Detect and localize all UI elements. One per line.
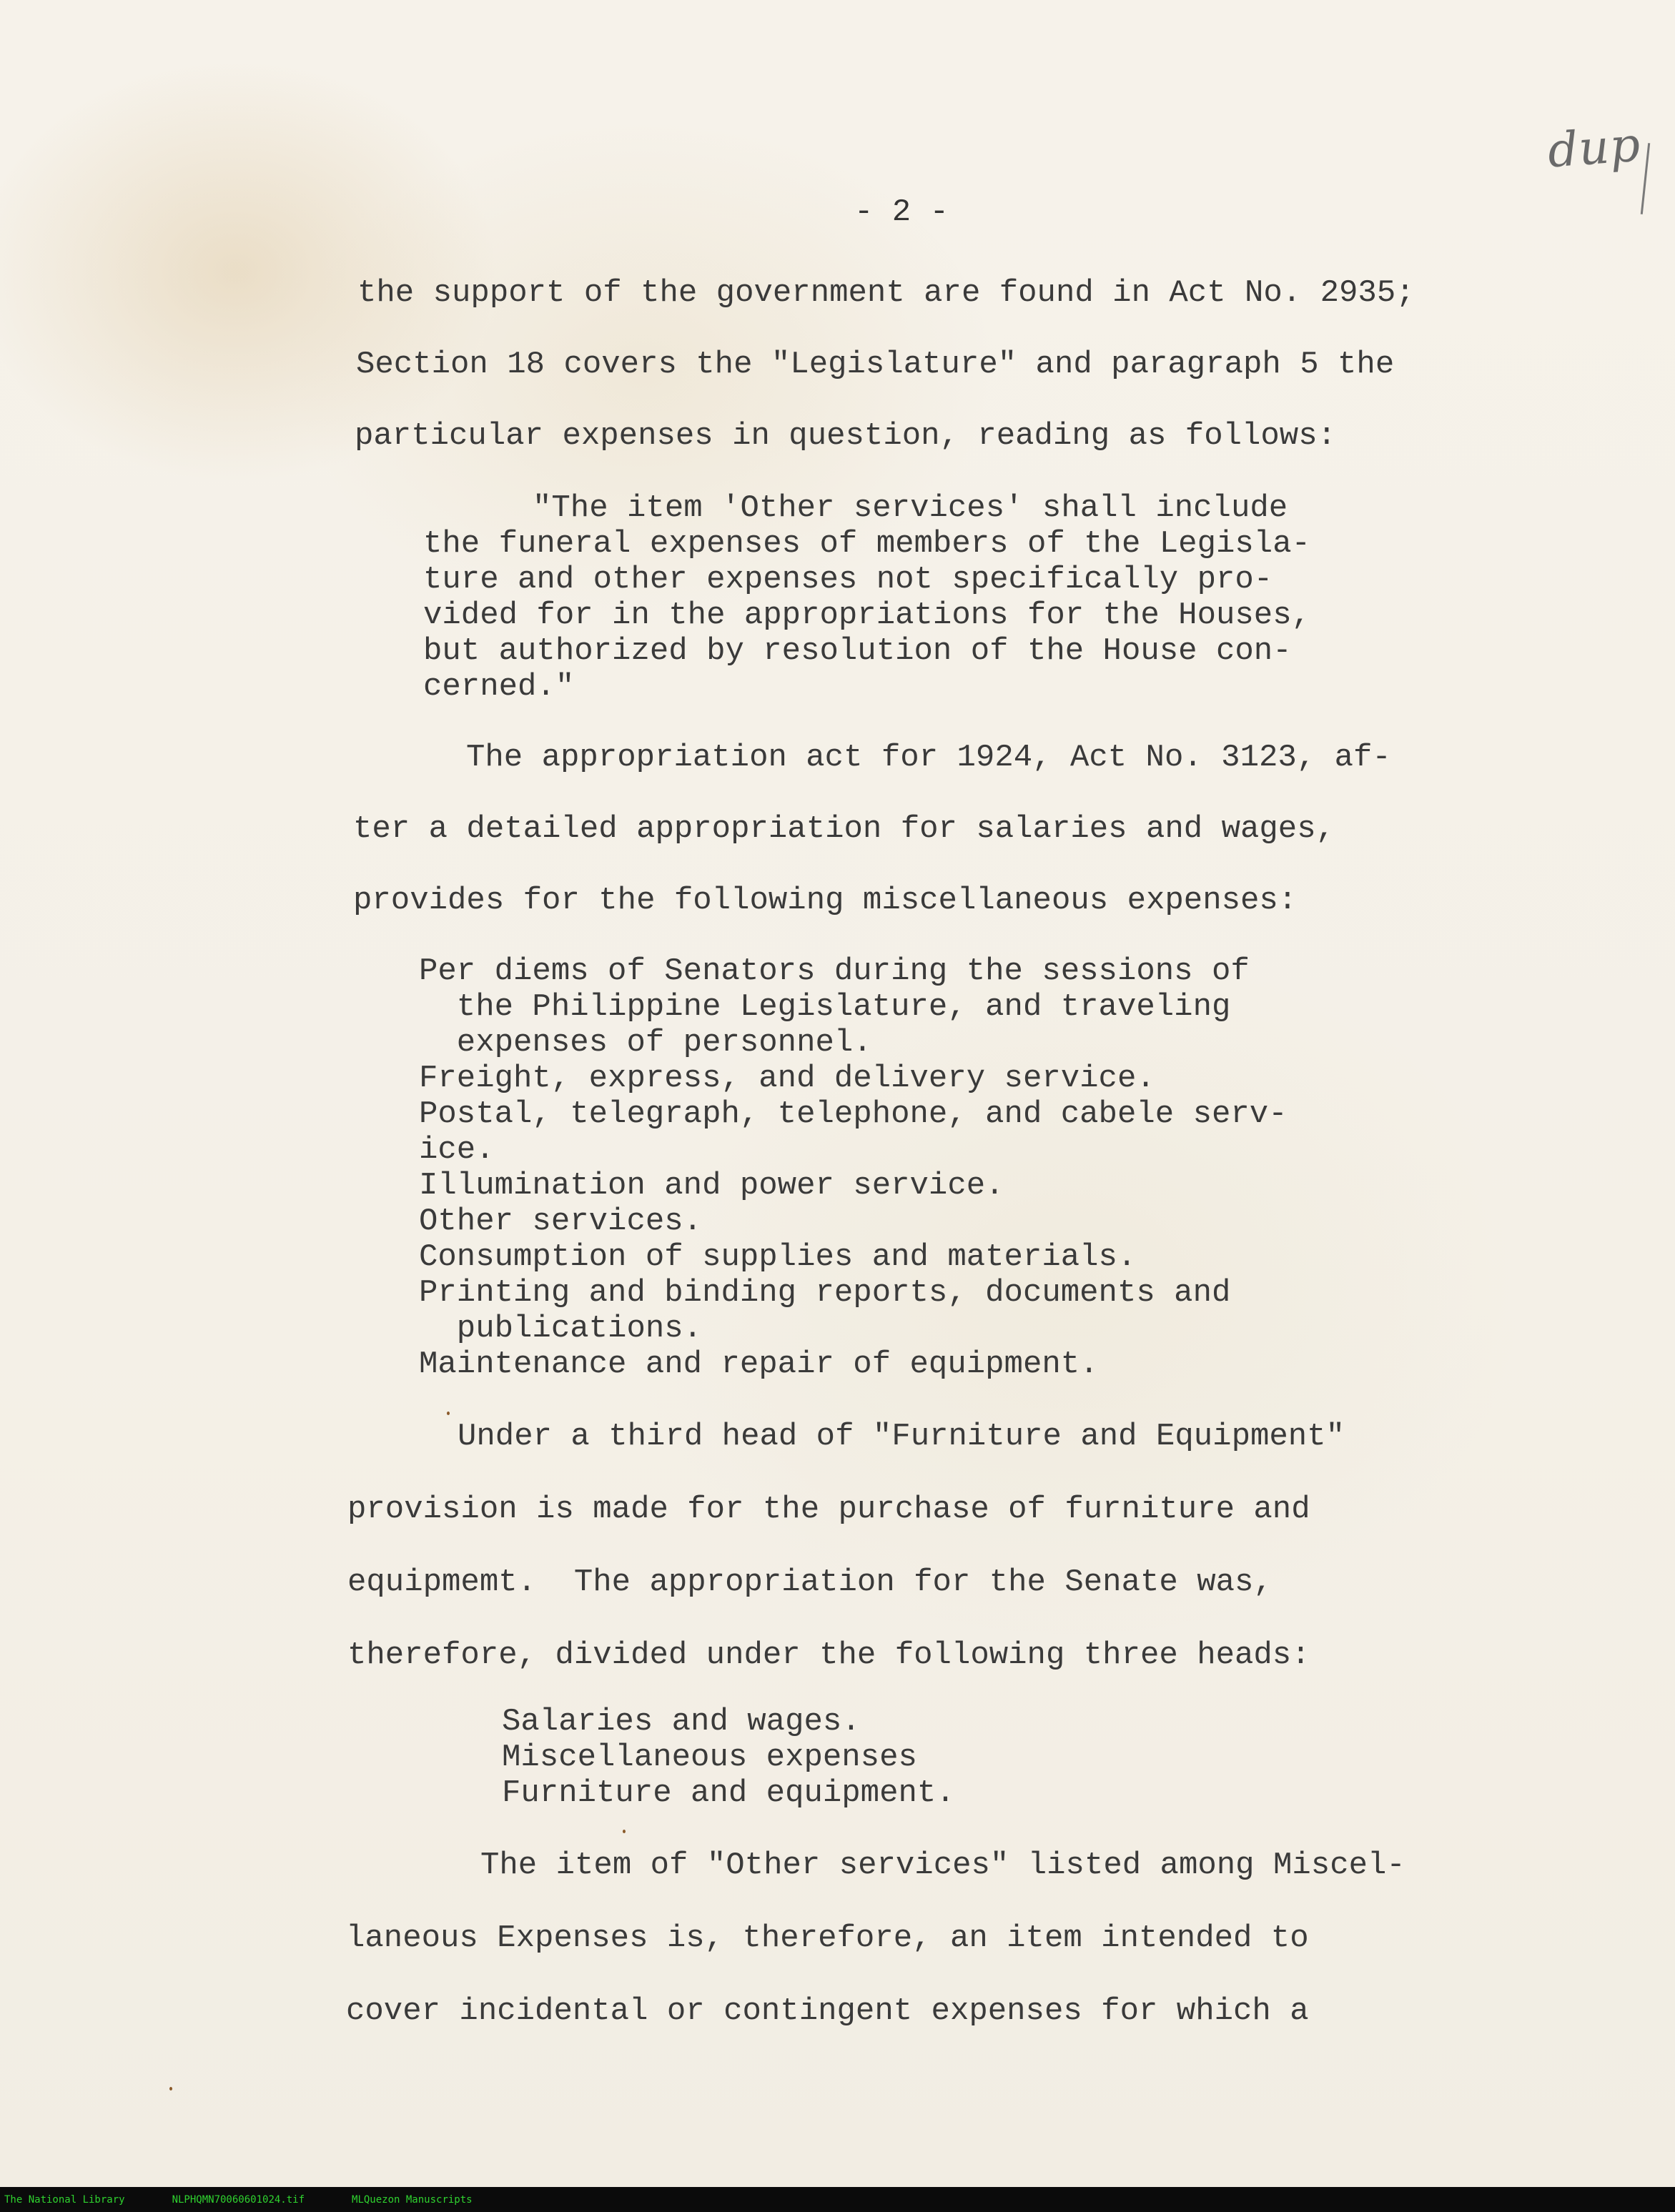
quote-line: ture and other expenses not specifically pro- [423,562,1273,597]
paragraph-3-line: Under a third head of "Furniture and Equipment" [458,1419,1345,1454]
paragraph-4-line: laneous Expenses is, therefore, an item intended to [346,1920,1309,1956]
heads-list-item: Miscellaneous expenses [502,1740,917,1775]
paragraph-3-line: equipmemt. The appropriation for the Senate was, [347,1564,1273,1600]
paragraph-2-line: The appropriation act for 1924, Act No. 3123, af- [466,740,1391,775]
expense-list-item: ice. [419,1132,495,1168]
expense-list-item: the Philippine Legislature, and traveling [419,989,1231,1025]
footer-file: NLPHQMN70060601024.tif [172,2193,305,2206]
quote-line: vided for in the appropriations for the Houses, [423,597,1311,633]
paragraph-1-line: the support of the government are found in Act No. 2935; [357,275,1415,311]
paragraph-4-line: cover incidental or contingent expenses for which a [346,1993,1309,2029]
paragraph-3-line: therefore, divided under the following three heads: [347,1637,1310,1673]
paragraph-2-line: ter a detailed appropriation for salaries and wages, [353,811,1335,847]
ink-speck [447,1412,450,1415]
paragraph-1-line: particular expenses in question, reading as follows: [355,418,1337,454]
quote-line: cerned." [423,669,575,705]
paragraph-4-line: The item of "Other services" listed among Miscel- [480,1848,1405,1883]
heads-list-item: Salaries and wages. [502,1704,861,1740]
quote-line: the funeral expenses of members of the Legisla- [423,526,1311,562]
ink-speck [623,1830,626,1833]
expense-list-item: Freight, express, and delivery service. [419,1061,1155,1096]
handwritten-stroke [1641,143,1650,214]
quote-line: but authorized by resolution of the House con- [423,633,1292,669]
paragraph-1-line: Section 18 covers the "Legislature" and paragraph 5 the [356,347,1395,382]
handwritten-note: dup [1546,116,1643,179]
footer-collection: MLQuezon Manuscripts [352,2193,473,2206]
scan-footer-bar [0,2187,1675,2212]
expense-list-item: Illumination and power service. [419,1168,1004,1204]
expense-list-item: Per diems of Senators during the sessions of [419,953,1250,989]
quote-line: "The item 'Other services' shall include [533,490,1288,526]
footer-library: The National Library [4,2193,125,2206]
paragraph-3-line: provision is made for the purchase of furniture and [347,1492,1310,1527]
expense-list-item: publications. [419,1311,703,1346]
heads-list-item: Furniture and equipment. [502,1775,955,1811]
expense-list-item: Other services. [419,1204,703,1239]
page-number: - 2 - [854,194,949,230]
expense-list-item: Consumption of supplies and materials. [419,1239,1137,1275]
paragraph-2-line: provides for the following miscellaneous expenses: [353,883,1298,918]
expense-list-item: Maintenance and repair of equipment. [419,1346,1099,1382]
expense-list-item: Printing and binding reports, documents and [419,1275,1231,1311]
ink-speck [169,2087,172,2091]
expense-list-item: expenses of personnel. [419,1025,872,1061]
expense-list-item: Postal, telegraph, telephone, and cabele serv- [419,1096,1288,1132]
